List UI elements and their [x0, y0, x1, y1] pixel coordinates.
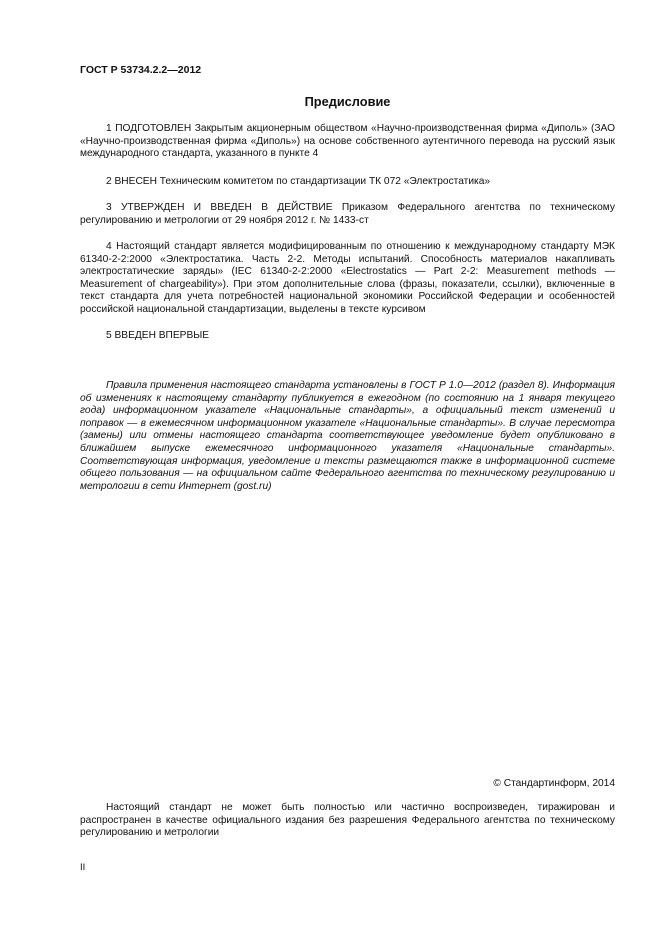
copyright-line: © Стандартинформ, 2014	[493, 778, 615, 789]
foreword-item-1: 1 ПОДГОТОВЛЕН Закрытым акционерным обществом «Научно-производственная фирма «Диполь» (ЗАО «Научно-производственная фирма «Диполь») на основе собственного аутентичного перевода на русский язык международного стандарта, указанного в пункте 4	[80, 123, 615, 160]
foreword-item-4: 4 Настоящий стандарт является модифицированным по отношению к международному стандарту МЭК 61340-2-2:2000 «Электростатика. Часть 2-2. Методы испытаний. Способность материалов накапливать электростатические заряды» (IEC 61340-2-2:2000 «Electrostatics — Part 2-2: Measurement methods — Measurement of chargeability»). При этом дополнительные слова (фразы, показатели, ссылки), включенные в текст стандарта для учета потребностей национальной экономики Российской Федерации и особенностей российской национальной стандартизации, выделены в тексте курсивом	[80, 241, 615, 315]
rules-notice: Правила применения настоящего стандарта установлены в ГОСТ Р 1.0—2012 (раздел 8). Информация об изменениях к настоящему стандарту публикуется в ежегодном (по состоянию на 1 января текущего года) информационном указателе «Национальные стандарты», а официальный текст изменений и поправок — в ежемесячном информационном указателе «Национальные стандарты». В случае пересмотра (замены) или отмены настоящего стандарта соответствующее уведомление будет опубликовано в ближайшем выпуске ежемесячного информационного указателя «Национальные стандарты». Соответствующая информация, уведомление и тексты размещаются также в информационной системе общего пользования — на официальном сайте Федерального агентства по техническому регулированию и метрологии в сети Интернет (gost.ru)	[80, 380, 615, 492]
foreword-item-3: 3 УТВЕРЖДЕН И ВВЕДЕН В ДЕЙСТВИЕ Приказом Федерального агентства по техническому регулированию и метрологии от 29 ноября 2012 г. № 1433-ст	[80, 202, 615, 226]
foreword-title: Предисловие	[304, 94, 391, 109]
foreword-item-5: 5 ВВЕДЕН ВПЕРВЫЕ	[106, 330, 210, 341]
standard-id-header: ГОСТ Р 53734.2.2—2012	[80, 64, 202, 76]
page-number: II	[80, 862, 86, 873]
foreword-item-2: 2 ВНЕСЕН Техническим комитетом по стандартизации ТК 072 «Электростатика»	[106, 176, 491, 187]
legal-notice: Настоящий стандарт не может быть полностью или частично воспроизведен, тиражирован и распространен в качестве официального издания без разрешения Федерального агентства по техническому регулированию и метрологии	[80, 802, 615, 839]
